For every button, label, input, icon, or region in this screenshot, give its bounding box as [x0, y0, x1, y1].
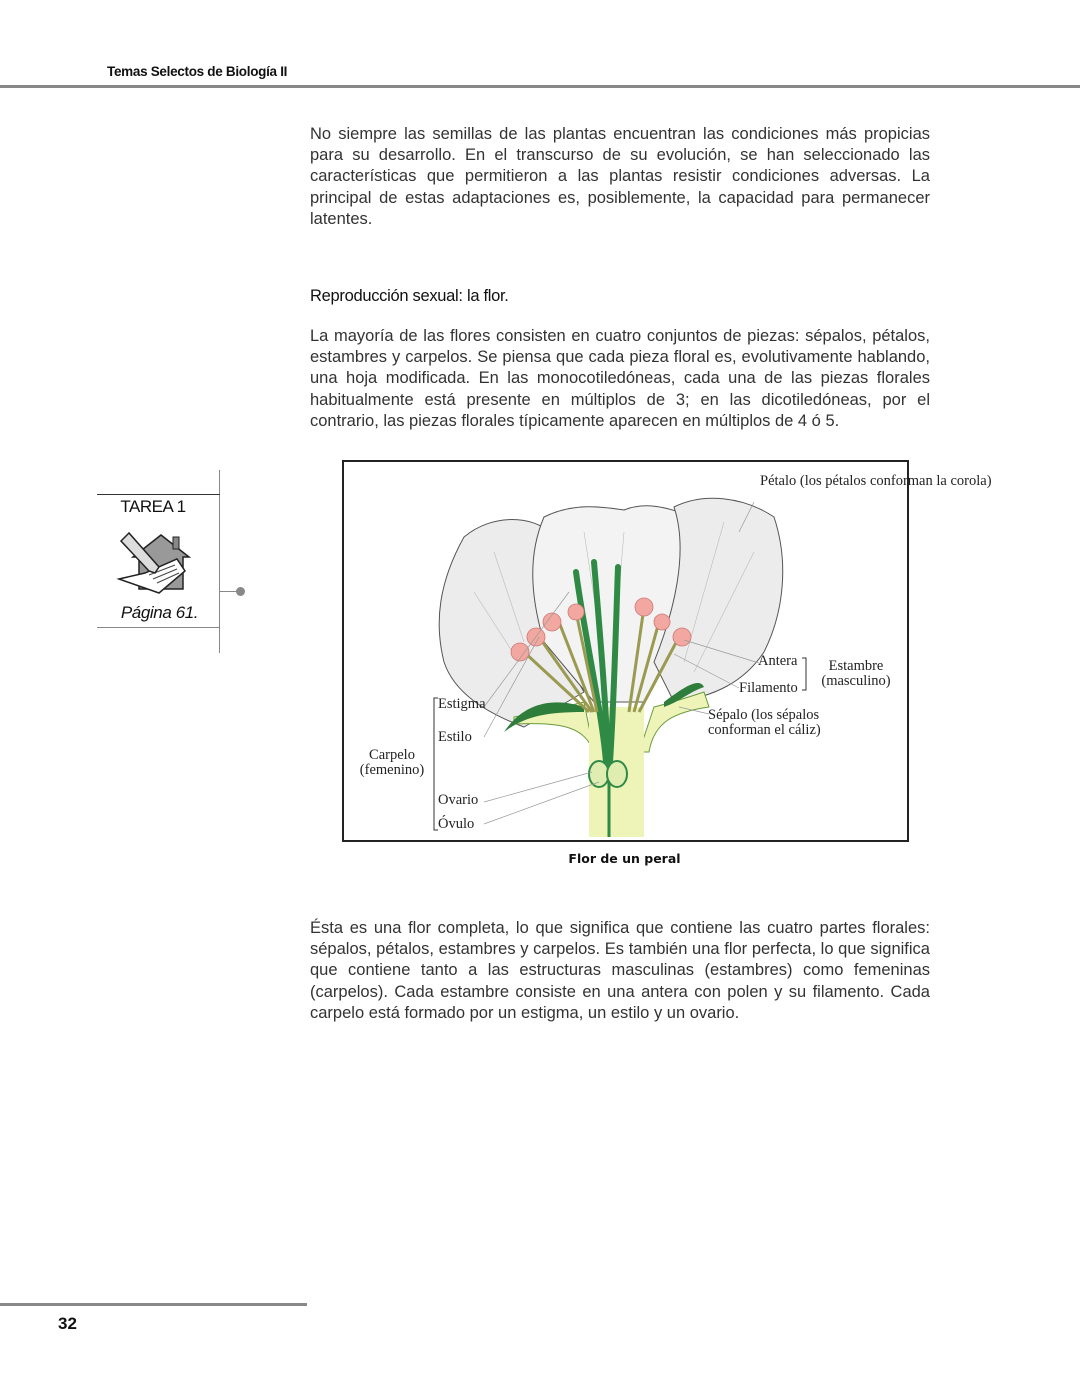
label-petalo: Pétalo (los pétalos conforman la corola) — [760, 473, 992, 489]
tarea-page-reference: Página 61. — [120, 603, 199, 622]
label-sepalo: Sépalo (los sépalos conforman el cáliz) — [708, 707, 821, 738]
pear-flower-illustration — [344, 462, 907, 840]
sidebar-vertical-rule — [219, 470, 220, 653]
sidebar-connector-dot — [236, 587, 245, 596]
label-ovulo: Óvulo — [438, 816, 475, 832]
figure-caption: Flor de un peral — [568, 851, 681, 866]
label-estilo: Estilo — [438, 729, 472, 745]
footer-rule — [0, 1303, 307, 1306]
label-carpelo: Carpelo (femenino) — [359, 747, 425, 778]
flower-parts-paragraph: La mayoría de las flores consisten en cuatro conjuntos de piezas: sépalos, pétalos, estambres y carpelos. Se piensa que cada pieza floral es, evolutivamente hablando, una hoja modificada. En las monocotiledóneas, cada una de las piezas florales habitualmente está presente en múltiplos de 3; en las dicotiledóneas, por el contrario, las piezas florales típicamente aparecen en múltiplos de 4 ó 5. — [310, 327, 930, 430]
homework-pencil-icon — [115, 527, 195, 604]
section-heading: Reproducción sexual: la flor. — [310, 287, 509, 305]
tarea-title: TAREA 1 — [120, 497, 186, 516]
page-number: 32 — [58, 1314, 77, 1333]
running-header: Temas Selectos de Biología II — [107, 64, 288, 79]
intro-paragraph: No siempre las semillas de las plantas encuentran las condiciones más propicias para su desarrollo. En el transcurso de su evolución, se han seleccionado las características que permitieron a las plantas resistir condiciones adversas. La principal de estas adaptaciones es, posiblemente, la capacidad para permanecer latentes. — [310, 125, 930, 228]
complete-flower-paragraph: Ésta es una flor completa, lo que significa que contiene las cuatro partes florales: sépalos, pétalos, estambres y carpelos. Es también una flor perfecta, lo que significa que contiene tanto a las estructuras masculinas (estambres) como femeninas (carpelos). Cada estambre consiste en una antera con polen y su filamento. Cada carpelo está formado por un estigma, un estilo y un ovario. — [310, 919, 930, 1022]
label-estigma: Estigma — [438, 696, 486, 712]
label-estambre: Estambre (masculino) — [821, 658, 891, 689]
label-filamento: Filamento — [739, 680, 798, 696]
label-antera: Antera — [758, 653, 798, 669]
sidebar-bottom-rule — [97, 627, 220, 628]
label-ovario: Ovario — [438, 792, 479, 808]
sidebar-top-rule — [97, 494, 220, 495]
header-rule — [0, 85, 1080, 88]
flower-diagram — [342, 460, 992, 842]
